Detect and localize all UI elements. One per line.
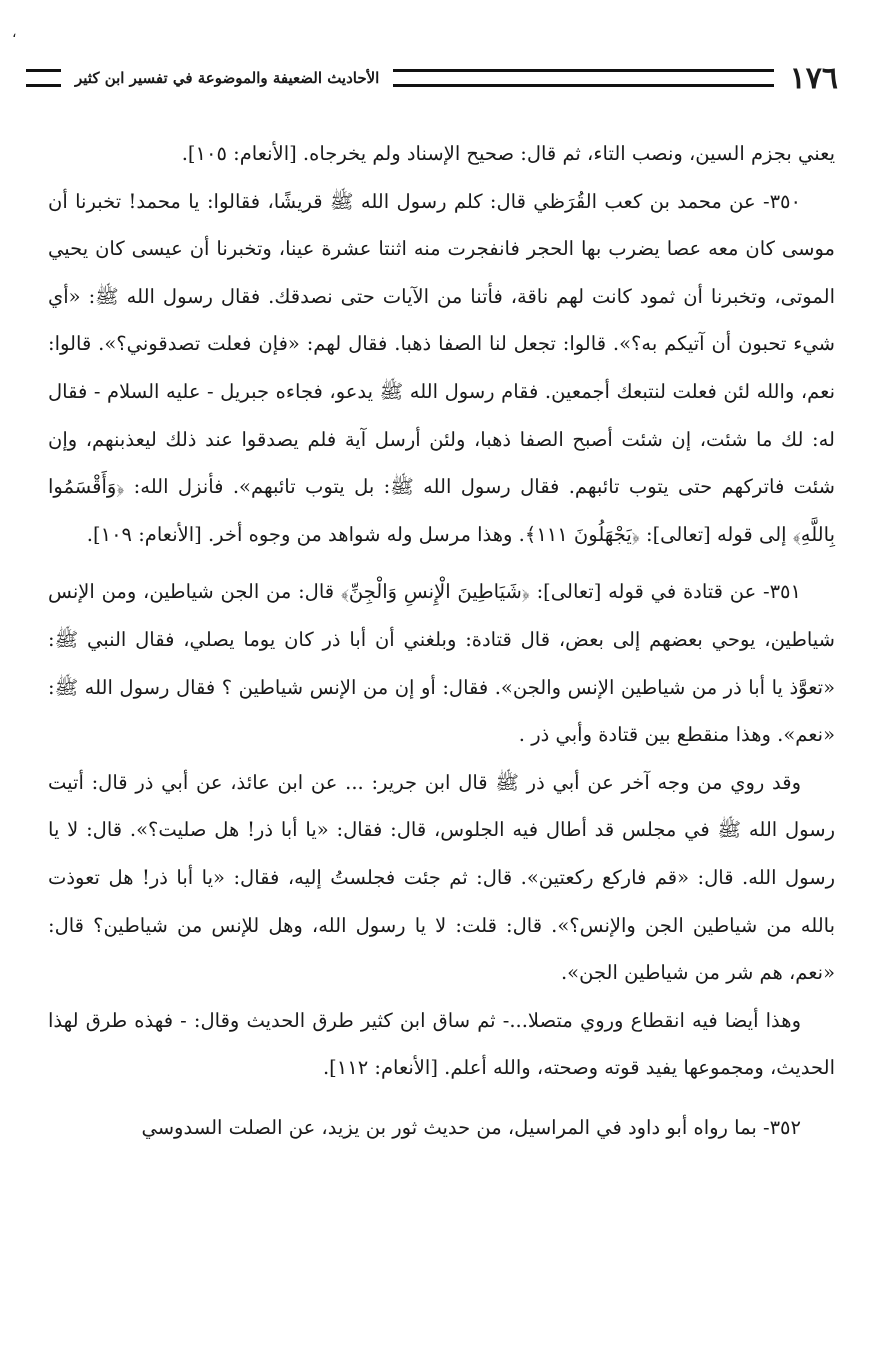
page-body [48,130,835,1151]
paragraph-hadith-351: ٣٥١- عن قتادة في قوله [تعالى]: ﴿شَيَاطِينَ الْإِنسِ وَالْجِنِّ﴾ قال: من الجن شياطين، ومن الإنس شياطين، يوحي بعضهم إلى بعض، قال قتادة: وبلغني أن أبا ذر كان يوما يصلي، فقال النبي ﷺ: «تعوَّذ يا أبا ذر من شياطين الإنس والجن». فقال: أو إن من الإنس شياطين ؟ فقال رسول الله ﷺ: «نعم». وهذا منقطع بين قتادة وأبي ذر . [48,580,835,747]
paragraph-continuation: يعني بجزم السين، ونصب التاء، ثم قال: صحيح الإسناد ولم يخرجاه. [الأنعام: ١٠٥]. [181,142,835,165]
book-title: الأحاديث الضعيفة والموضوعة في تفسير ابن كثير [75,69,380,87]
paragraph-abu-dhar: وقد روي من وجه آخر عن أبي ذر ﷺ قال ابن جرير: ... عن ابن عائذ، عن أبي ذر قال: أتيت رسول الله ﷺ في مجلس قد أطال فيه الجلوس، قال: فقال: «يا أبا ذر! هل صليت؟». قال: لا يا رسول الله. قال: «قم فاركع ركعتين». قال: ثم جئت فجلستُ إليه، فقال: «يا أبا ذر! هل تعوذت بالله من شياطين الجن والإنس؟». قال: قلت: لا يا رسول الله، وهل للإنس من شياطين؟ قال: «نعم، هم شر من شياطين الجن». [48,770,835,985]
page-header [20,58,838,98]
header-rule-right [26,69,61,87]
paragraph-hadith-352: ٣٥٢- بما رواه أبو داود في المراسيل، من حديث ثور بن يزيد، عن الصلت السدوسي [141,1115,801,1139]
paragraph-commentary: وهذا أيضا فيه انقطاع وروي متصلا...- ثم ساق ابن كثير طرق الحديث وقال: - فهذه طرق لهذا الحديث، ومجموعها يفيد قوته وصحته، والله أعلم. [الأنعام: ١١٢]. [48,1008,835,1080]
corner-mark: ، [12,25,17,41]
paragraph-hadith-350: ٣٥٠- عن محمد بن كعب القُرَظي قال: كلم رسول الله ﷺ قريشًا، فقالوا: يا محمد! تخبرنا أن موسى كان معه عصا يضرب بها الحجر فانفجرت منه اثنتا عشرة عينا، وتخبرنا أن عيسى كان يحيي الموتى، وتخبرنا أن ثمود كانت لهم ناقة، فأتنا من الآيات حتى نصدقك. فقال رسول الله ﷺ: «أي شيء تحبون أن آتيكم به؟». قالوا: تجعل لنا الصفا ذهبا. فقال لهم: «فإن فعلت تصدقوني؟». قالوا: نعم، والله لئن فعلت لنتبعك أجمعين. فقام رسول الله ﷺ يدعو، فجاءه جبريل - عليه السلام - فقال له: لك ما شئت، إن شئت أصبح الصفا ذهبا، ولئن أرسل آية فلم يصدقوا عند ذلك ليعذبنهم، وإن شئت فاتركهم حتى يتوب تائبهم. فقال رسول الله ﷺ: بل يتوب تائبهم». فأنزل الله: ﴿وَأَقْسَمُوا بِاللَّهِ﴾ إلى قوله [تعالى]: ﴿يَجْهَلُونَ ١١١﴾. وهذا مرسل وله شواهد من وجوه أخر. [الأنعام: ١٠٩]. [48,189,835,546]
page-number: ١٧٦ [789,60,838,96]
header-rule-left [393,69,773,87]
